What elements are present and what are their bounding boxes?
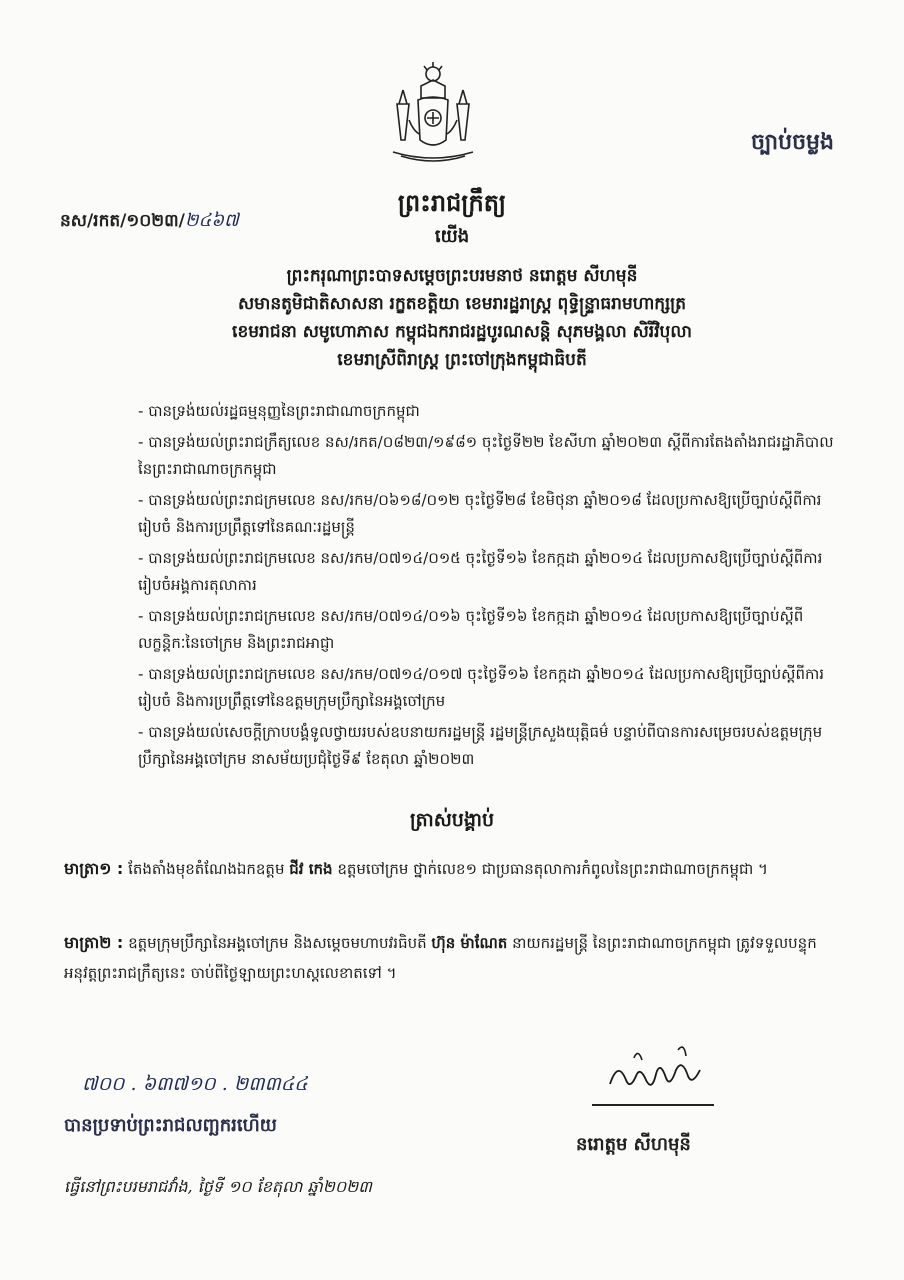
appointee-name: ជីវ កេង bbox=[289, 860, 333, 878]
article-label: មាត្រា១ : bbox=[64, 859, 124, 878]
promulgation-date-handwritten: ៧០០ . ៦៣៧១០ . ២៣៣៤៤ bbox=[82, 1073, 308, 1095]
place-and-date: ធ្វើនៅព្រះបរមរាជវាំង, ថ្ងៃទី ១០ ខែតុលា ឆ្នាំ២០២៣ bbox=[64, 1177, 372, 1196]
royal-signature-icon bbox=[604, 1040, 714, 1100]
reference-number-handwritten: ២៤៦៧ bbox=[184, 210, 239, 231]
legal-reference-item: - បានទ្រង់យល់សេចក្តីក្រាបបង្គំទូលថ្វាយរបស់ឧបនាយករដ្ឋមន្ត្រី រដ្ឋមន្ត្រីក្រសួងយុត្តិធម៌ បន្ទាប់ពីបានការសម្រេចរបស់ឧត្តមក្រុមប្រឹក្សានៃអង្គចៅក្រម នាសម័យប្រជុំថ្ងៃទី៩ ខែតុលា ឆ្នាំ២០២៣ bbox=[138, 719, 834, 774]
article-text-after: ឧត្តមចៅក្រម ថ្នាក់លេខ១ ជាប្រធានតុលាការកំពូលនៃព្រះរាជាណាចក្រកម្ពុជា ។ bbox=[332, 860, 768, 878]
legal-reference-item: - បានទ្រង់យល់ព្រះរាជក្រមលេខ នស/រកម/០៧១៤/០១៦ ចុះថ្ងៃទី១៦ ខែកក្កដា ឆ្នាំ២០១៤ ដែលប្រកាសឱ្យប្រើច្បាប់ស្តីពីលក្ខន្តិកៈនៃចៅក្រម និងព្រះរាជអាជ្ញា bbox=[138, 603, 834, 658]
legal-reference-item: - បានទ្រង់យល់ព្រះរាជក្រមលេខ នស/រកម/០៧១៤/០១៧ ចុះថ្ងៃទី១៦ ខែកក្កដា ឆ្នាំ២០១៤ ដែលប្រកាសឱ្យប្រើច្បាប់ស្តីពីការរៀបចំ និងការប្រព្រឹត្តទៅនៃឧត្តមក្រុមប្រឹក្សានៃអង្គចៅក្រម bbox=[138, 661, 834, 716]
legal-reference-item: - បានទ្រង់យល់រដ្ឋធម្មនុញ្ញនៃព្រះរាជាណាចក្រកម្ពុជា bbox=[138, 398, 834, 426]
legal-reference-item: - បានទ្រង់យល់ព្រះរាជក្រឹត្យលេខ នស/រកត/០៨២៣/១៩៨១ ចុះថ្ងៃទី២២ ខែសីហា ឆ្នាំ២០២៣ ស្តីពីការតែងតាំងរាជរដ្ឋាភិបាល នៃព្រះរាជាណាចក្រកម្ពុជា bbox=[138, 429, 834, 484]
reference-number-printed: នស/រកត/១០២៣/ bbox=[60, 211, 185, 231]
king-title-line: ព្រះករុណាព្រះបាទសម្តេចព្រះបរមនាថ នរោត្តម សីហមុនី bbox=[286, 266, 638, 286]
article-label: មាត្រា២ : bbox=[64, 933, 124, 952]
signatory-name: នរោត្តម សីហមុនី bbox=[576, 1134, 691, 1155]
copy-stamp-label: ច្បាប់ចម្លង bbox=[750, 130, 834, 155]
legal-references-list bbox=[138, 398, 834, 777]
prime-minister-name: ហ៊ុន ម៉ាណែត bbox=[431, 934, 508, 952]
article-text-after: នាយករដ្ឋមន្ត្រី នៃព្រះរាជាណាចក្រកម្ពុជា ត្រូវទទួលបន្ទុកអនុវត្តព្រះរាជក្រឹត្យនេះ ចាប់ពីថ្ងៃឡាយព្រះហស្តលេខាតទៅ ។ bbox=[64, 934, 817, 982]
article-text-before: ឧត្តមក្រុមប្រឹក្សានៃអង្គចៅក្រម និងសម្តេចមហាបវរធិបតី bbox=[128, 934, 432, 952]
king-title-line: សមានតូមិជាតិសាសនា រក្ខតខត្តិយា ខេមរារដ្ឋរាស្ត្រ ពុទ្ធិន្ទ្រាធរាមហាក្សត្រ bbox=[237, 294, 687, 314]
document-title: ព្រះរាជក្រឹត្យ bbox=[397, 189, 507, 217]
promulgation-text: បានប្រទាប់ព្រះរាជលញ្ឆករហើយ bbox=[64, 1115, 277, 1136]
king-title-line: ខេមរាស្រីពិរាស្ត្រ ព្រះចៅក្រុងកម្ពុជាធិបតី bbox=[337, 350, 587, 370]
article-text-before: តែងតាំងមុខតំណែងឯកឧត្តម bbox=[128, 860, 290, 878]
legal-reference-item: - បានទ្រង់យល់ព្រះរាជក្រមលេខ នស/រកម/០៧១៤/០១៥ ចុះថ្ងៃទី១៦ ខែកក្កដា ឆ្នាំ២០១៤ ដែលប្រកាសឱ្យប្រើច្បាប់ស្តីពីការរៀបចំអង្គការតុលាការ bbox=[138, 545, 834, 600]
we-heading: យើង bbox=[434, 226, 470, 247]
legal-reference-item: - បានទ្រង់យល់ព្រះរាជក្រមលេខ នស/រកម/០៦១៨/០១២ ចុះថ្ងៃទី២៨ ខែមិថុនា ឆ្នាំ២០១៨ ដែលប្រកាសឱ្យប្រើច្បាប់ស្តីពីការរៀបចំ និងការប្រព្រឹត្តទៅនៃគណៈរដ្ឋមន្ត្រី bbox=[138, 487, 834, 542]
king-title-line: ខេមរាជនា សមូហោភាស កម្ពុជឯករាជរដ្ឋបូរណសន្តិ សុភមង្គលា សិរីវិបុលា bbox=[232, 322, 692, 342]
signature-line bbox=[592, 1104, 714, 1106]
article-2 bbox=[64, 928, 838, 988]
king-title-block bbox=[100, 262, 824, 374]
decree-heading: ត្រាស់បង្គាប់ bbox=[409, 809, 495, 831]
article-1 bbox=[64, 854, 838, 884]
royal-coat-of-arms-icon bbox=[383, 60, 483, 170]
